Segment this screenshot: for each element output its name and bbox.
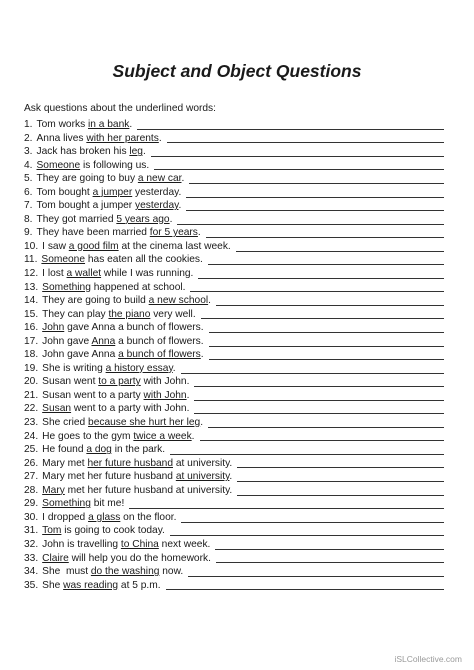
sentence-text: She cried [42,417,89,429]
sentence-text: Tom works [36,119,89,130]
question-list [24,118,444,592]
question-number: 12. [24,268,39,280]
question-row [24,267,444,281]
question-sentence [42,511,176,525]
sentence-text: . [169,213,173,225]
sentence-text: Jack has broken his [36,146,130,158]
sentence-text: They can play [42,308,109,320]
answer-line[interactable] [177,215,444,225]
question-sentence [42,538,210,552]
question-row [24,159,444,173]
question-row [24,497,444,511]
answer-line[interactable] [209,323,444,333]
underlined-words: Tom [42,525,62,537]
sentence-text: Mary met [42,457,88,469]
sentence-text: . [186,389,190,401]
sentence-text: . [197,227,201,239]
question-sentence [42,348,203,362]
underlined-words: to China [120,538,159,550]
sentence-text: . [172,362,176,374]
sentence-text: met her future husband at university. [64,484,233,496]
answer-line[interactable] [181,364,444,374]
question-sentence [42,362,175,376]
underlined-words: at university [175,471,230,483]
question-number: 32. [24,538,39,550]
question-row [24,308,444,322]
question-row [24,362,444,376]
answer-line[interactable] [216,296,444,306]
underlined-words: because she hurt her leg [88,417,201,429]
sentence-text: . [229,471,233,483]
question-row [24,348,444,362]
question-number: 16. [24,322,39,334]
answer-line[interactable] [186,188,444,198]
sentence-text: They are going to build [42,295,149,307]
answer-line[interactable] [201,309,444,319]
question-number: 24. [24,430,39,442]
underlined-words: do the washing [90,566,160,578]
question-number: 13. [24,281,39,293]
question-row [24,213,444,227]
underlined-words: a good film [68,240,119,252]
question-number: 34. [24,566,39,578]
question-number: 18. [24,349,39,361]
sentence-text: Tom bought [36,186,93,198]
underlined-words: the piano [108,308,151,320]
sentence-text: will help you do the homework. [68,552,211,564]
sentence-text: He found [42,444,87,456]
question-number: 5. [24,173,33,185]
sentence-text: . [178,200,182,212]
question-number: 3. [24,146,33,158]
sentence-text: happened at school. [90,281,186,293]
question-sentence [42,375,189,389]
sentence-text: while I was running. [101,268,194,280]
question-number: 22. [24,403,39,415]
sentence-text: They have been married [36,227,150,239]
underlined-words: leg [129,146,143,158]
question-sentence [42,389,189,403]
question-number: 2. [24,132,33,144]
question-sentence [41,253,202,267]
instructions: Ask questions about the underlined words: [24,103,216,114]
question-sentence [42,416,203,430]
question-sentence [42,240,231,254]
question-number: 31. [24,525,39,537]
answer-line[interactable] [167,133,444,143]
sentence-text: . [208,295,211,307]
question-number: 14. [24,295,39,307]
question-number: 27. [24,471,39,483]
question-number: 25. [24,444,39,456]
sentence-text: I dropped [42,511,89,523]
question-sentence [42,308,195,322]
question-row [24,524,444,538]
question-row [24,565,444,579]
underlined-words: John [42,322,65,334]
sentence-text: He goes to the gym [42,430,134,442]
question-number: 4. [24,159,33,171]
answer-line[interactable] [208,255,444,265]
underlined-words: Claire [42,552,69,564]
underlined-words: a dog [86,444,112,456]
answer-line[interactable] [186,201,444,211]
answer-line[interactable] [216,553,444,563]
answer-line[interactable] [208,418,444,428]
question-row [24,375,444,389]
sentence-text: I lost [42,268,67,280]
question-sentence [42,294,211,308]
sentence-text: I saw [42,240,69,252]
underlined-words: a bunch of flowers [118,349,201,361]
question-sentence [42,579,160,593]
sentence-text: with John. [140,376,190,388]
answer-line[interactable] [198,269,444,279]
answer-line[interactable] [170,445,444,455]
question-row [24,511,444,525]
question-number: 15. [24,308,39,320]
sentence-text: She is writing [42,362,106,374]
underlined-words: 5 years ago [116,213,170,225]
underlined-words: Mary [42,484,65,496]
sentence-text: at the cinema last week. [118,240,231,252]
question-sentence [37,118,133,132]
question-row [24,281,444,295]
answer-line[interactable] [237,472,444,482]
underlined-words: was reading [63,579,119,591]
question-row [24,145,444,159]
answer-line[interactable] [194,404,444,414]
sentence-text: Susan went to a party [42,389,144,401]
underlined-words: a new school [148,295,209,307]
question-number: 19. [24,362,39,374]
question-row [24,199,444,213]
question-row [24,430,444,444]
sentence-text: at 5 p.m. [118,579,161,591]
question-sentence [37,132,162,146]
question-row [24,172,444,186]
sentence-text: John gave Anna [42,349,119,361]
answer-line[interactable] [194,377,444,387]
sentence-text: went to a party with John. [71,403,190,415]
question-sentence [42,484,232,498]
sentence-text: on the floor. [120,511,177,523]
question-row [24,552,444,566]
sentence-text: . [129,119,133,130]
sentence-text: bit me! [90,498,125,510]
question-sentence [42,321,203,335]
question-row [24,132,444,146]
sentence-text: at university. [173,457,233,469]
underlined-words: yesterday [135,200,179,212]
sentence-text: Mary met her future husband [42,471,176,483]
sentence-text: in the park. [111,444,166,456]
question-row [24,226,444,240]
question-number: 28. [24,484,39,496]
question-row [24,294,444,308]
question-sentence [42,524,165,538]
question-sentence [42,281,185,295]
underlined-words: Susan [42,403,72,415]
sentence-text: She must [42,566,91,578]
sentence-text: Tom bought a jumper [36,200,136,212]
question-row [24,253,444,267]
question-number: 30. [24,511,39,523]
underlined-words: a jumper [92,186,133,198]
question-sentence [42,443,165,457]
question-number: 9. [24,227,33,239]
sentence-text: . [181,173,185,185]
underlined-words: a history essay [105,362,173,374]
question-sentence [37,226,201,240]
question-sentence [42,497,124,511]
answer-line[interactable] [154,160,444,170]
underlined-words: a new car [137,173,182,185]
underlined-words: with John [143,389,187,401]
answer-line[interactable] [166,580,444,590]
question-sentence [42,470,232,484]
answer-line[interactable] [137,120,444,130]
question-row [24,321,444,335]
underlined-words: Someone [36,159,81,171]
sentence-text: She [42,579,64,591]
sentence-text: next week. [158,538,211,550]
underlined-words: to a party [98,376,141,388]
answer-line[interactable] [200,431,444,441]
sentence-text: has eaten all the cookies. [85,254,203,266]
underlined-words: Anna [91,335,116,347]
answer-line[interactable] [170,526,444,536]
question-row [24,118,444,132]
question-sentence [42,552,211,566]
underlined-words: in a bank [88,119,130,130]
underlined-words: a wallet [66,268,102,280]
question-sentence [37,199,182,213]
question-row [24,389,444,403]
question-row [24,240,444,254]
sentence-text: . [200,417,204,429]
answer-line[interactable] [206,228,444,238]
sentence-text: Anna lives [36,132,87,144]
question-number: 1. [24,119,33,130]
sentence-text: John is travelling [42,538,121,550]
answer-line[interactable] [189,174,444,184]
question-sentence [37,159,150,173]
question-row [24,335,444,349]
sentence-text: now. [159,566,184,578]
question-sentence [37,186,182,200]
sentence-text: gave Anna a bunch of flowers. [64,322,204,334]
underlined-words: Something [42,281,91,293]
question-number: 11. [24,254,38,266]
sentence-text: a bunch of flowers. [115,335,204,347]
question-sentence [37,145,146,159]
sentence-text: . [191,430,195,442]
question-number: 8. [24,213,33,225]
sentence-text: yesterday. [132,186,182,198]
question-sentence [42,267,193,281]
question-sentence [42,565,183,579]
answer-line[interactable] [181,513,444,523]
question-number: 26. [24,457,39,469]
sentence-text: They got married [36,213,117,225]
question-sentence [42,335,203,349]
answer-line[interactable] [237,486,444,496]
answer-line[interactable] [236,242,444,252]
question-sentence [37,172,185,186]
sentence-text: . [142,146,146,158]
question-number: 10. [24,240,39,252]
question-row [24,538,444,552]
underlined-words: her future husband [87,457,173,469]
sentence-text: John gave [42,335,92,347]
answer-line[interactable] [237,458,444,468]
question-row [24,416,444,430]
page-title: Subject and Object Questions [112,61,362,81]
question-row [24,402,444,416]
answer-line[interactable] [190,282,444,292]
answer-line[interactable] [188,567,444,577]
underlined-words: with her parents [86,132,159,144]
question-number: 21. [24,389,39,401]
question-sentence [42,402,189,416]
question-row [24,186,444,200]
question-number: 29. [24,498,39,510]
question-number: 17. [24,335,39,347]
question-row [24,484,444,498]
answer-line[interactable] [194,391,444,401]
question-number: 33. [24,552,39,564]
underlined-words: Something [42,498,91,510]
answer-line[interactable] [129,499,444,509]
underlined-words: a glass [88,511,121,523]
answer-line[interactable] [209,350,444,360]
underlined-words: Someone [41,254,86,266]
question-sentence [42,457,232,471]
question-number: 7. [24,200,33,212]
question-row [24,470,444,484]
question-number: 20. [24,376,39,388]
sentence-text: Susan went [42,376,99,388]
answer-line[interactable] [151,147,444,157]
question-row [24,443,444,457]
sentence-text: . [200,349,204,361]
question-number: 35. [24,579,39,591]
underlined-words: twice a week [133,430,192,442]
question-number: 6. [24,186,33,198]
answer-line[interactable] [215,540,444,550]
question-row [24,579,444,593]
sentence-text: is going to cook today. [61,525,165,537]
answer-line[interactable] [209,337,444,347]
question-row [24,457,444,471]
question-sentence [37,213,173,227]
question-sentence [42,430,194,444]
sentence-text: . [158,132,162,144]
underlined-words: for 5 years [149,227,198,239]
sentence-text: is following us. [80,159,150,171]
question-number: 23. [24,417,39,429]
sentence-text: They are going to buy [36,173,138,185]
sentence-text: very well. [150,308,196,320]
footer-watermark: iSLCollective.com [394,654,462,664]
